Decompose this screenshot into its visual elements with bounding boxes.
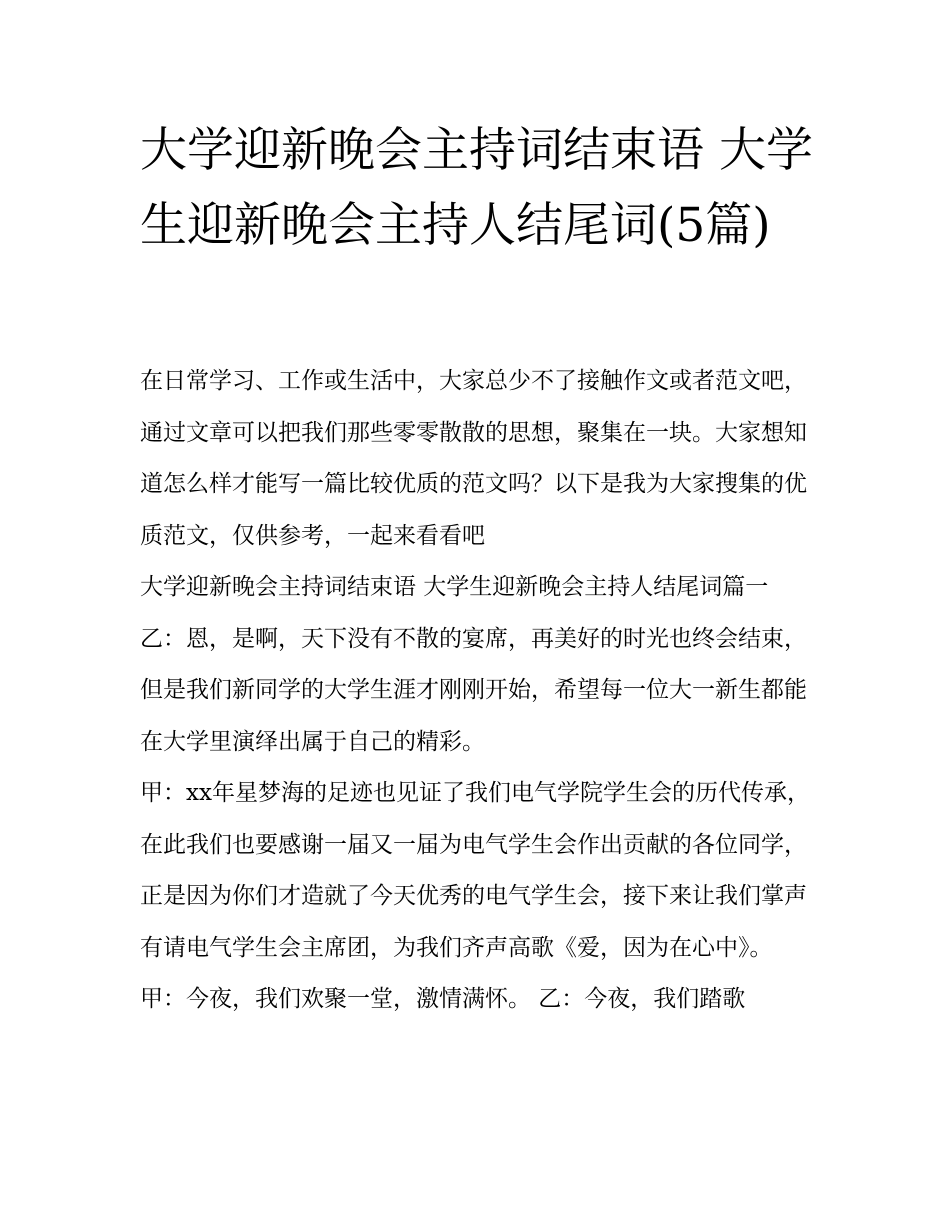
paragraph-intro: 在日常学习、工作或生活中，大家总少不了接触作文或者范文吧，通过文章可以把我们那些零零散散的思想，聚集在一块。大家想知道怎么样才能写一篇比较优质的范文吗？以下是我为大家搜集的优质范文，仅供参考，一起来看看吧 bbox=[140, 368, 807, 549]
paragraph-dialogue-jia: 甲：xx年星梦海的足迹也见证了我们电气学院学生会的历代传承，在此我们也要感谢一届又一届为电气学生会作出贡献的各位同学，正是因为你们才造就了今天优秀的电气学生会，接下来让我们掌声有请电气学生会主席团，为我们齐声高歌《爱，因为在心中》。 bbox=[140, 780, 810, 961]
paragraph-section-heading: 大学迎新晚会主持词结束语 大学生迎新晚会主持人结尾词篇一 bbox=[140, 574, 769, 600]
document-title: 大学迎新晚会主持词结束语 大学生迎新晚会主持人结尾词(5篇) bbox=[140, 123, 813, 253]
paragraph-dialogue-jia-yi: 甲：今夜，我们欢聚一堂，激情满怀。 乙：今夜，我们踏歌 bbox=[140, 986, 746, 1012]
paragraph-dialogue-yi: 乙：恩，是啊，天下没有不散的宴席，再美好的时光也终会结束，但是我们新同学的大学生涯才刚刚开始，希望每一位大一新生都能在大学里演绎出属于自己的精彩。 bbox=[140, 625, 807, 755]
document-body bbox=[140, 356, 820, 1026]
